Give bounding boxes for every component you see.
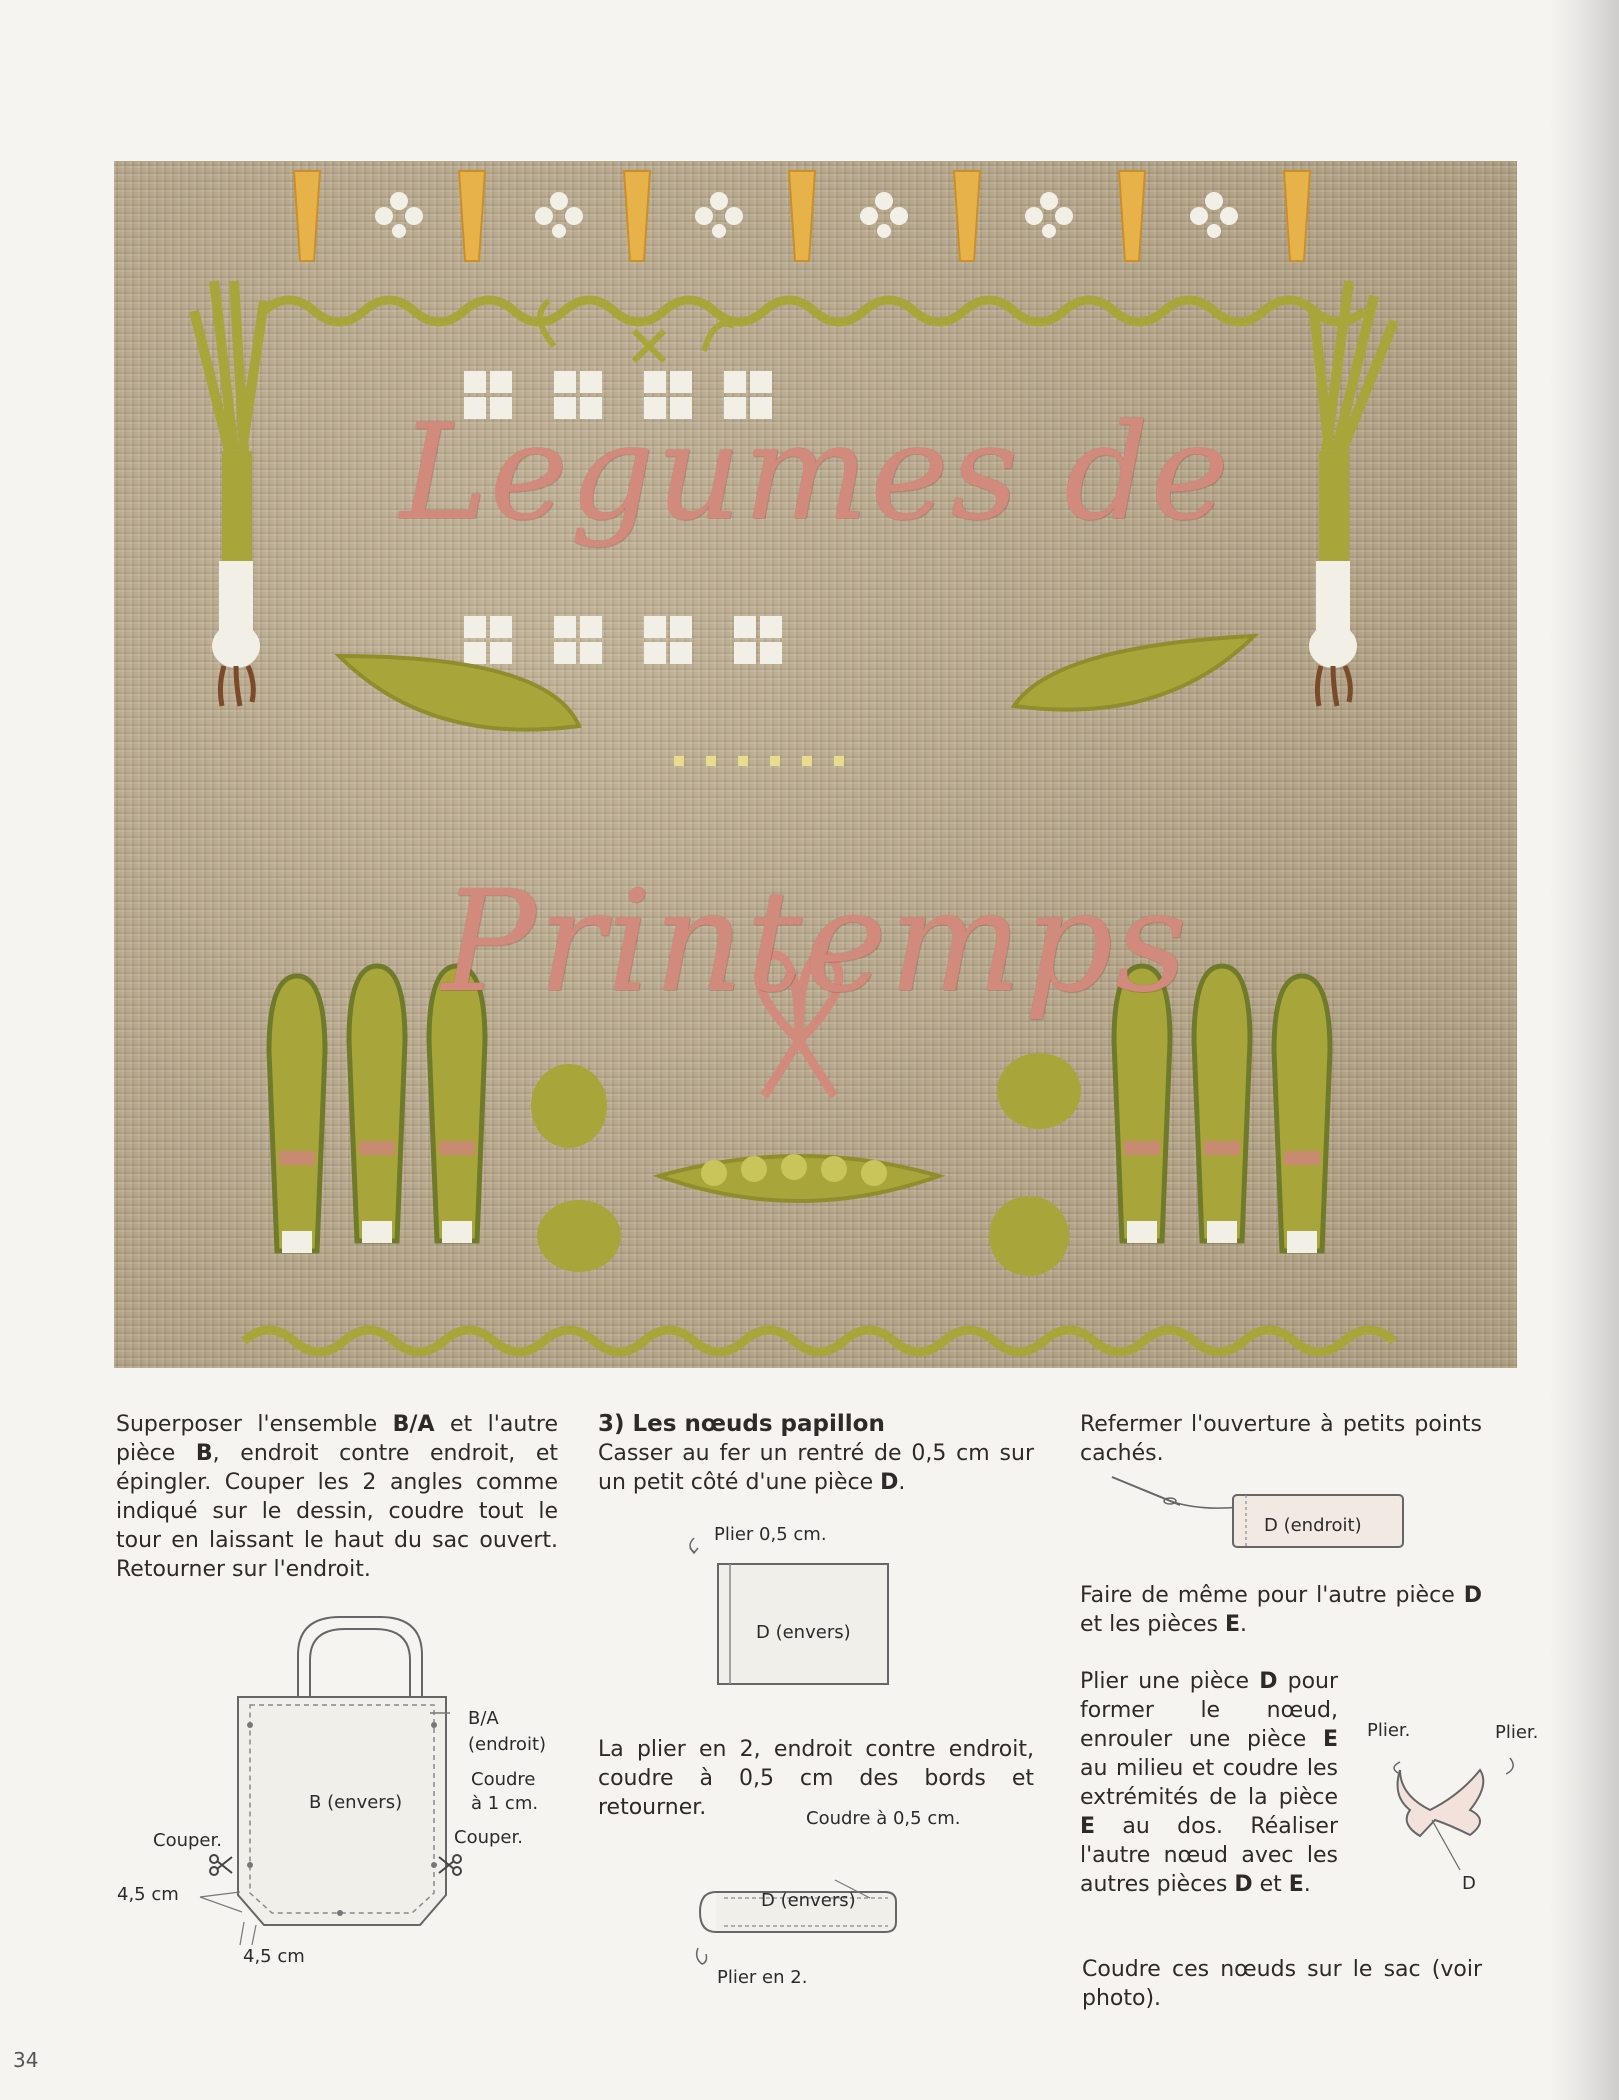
page-number: 34: [13, 2048, 39, 2072]
label-ba: B/A: [468, 1708, 499, 1729]
pea-pod-center: [659, 1154, 939, 1201]
col3-paragraph-4-wrap: [1082, 1955, 1482, 2013]
col3-paragraph-1: Refermer l'ouverture à petits points cachés.: [1080, 1412, 1482, 1466]
wavy-border-bottom: [244, 1330, 1394, 1352]
col1-paragraph: Superposer l'ensemble B/A et l'autre pièce B, endroit contre endroit, et épingler. Couper les 2 angles comme indiqué sur le dessin, coudre tout le tour en laissant le haut du sac ouvert. Retourner sur l'endroit.: [116, 1412, 558, 1582]
label-coudre-1cm: à 1 cm.: [471, 1793, 539, 1814]
label-d-envers-2: D (envers): [761, 1890, 856, 1911]
bag-handle: [310, 1629, 410, 1705]
bow-diagram: [1360, 1740, 1520, 1890]
needle-diagram: [1110, 1465, 1410, 1555]
label-couper-right: Couper.: [454, 1827, 523, 1848]
label-d-endroit: D (endroit): [1264, 1515, 1362, 1536]
label-endroit: (endroit): [468, 1734, 547, 1755]
column-3: [1080, 1410, 1482, 1468]
column-2: [598, 1410, 1034, 1497]
col3-paragraph-2-wrap: [1080, 1581, 1482, 1639]
label-plier-right: Plier.: [1495, 1722, 1539, 1743]
potato: [531, 1064, 607, 1148]
carrot-row-top: [294, 171, 1310, 261]
embroidery-photo: [114, 161, 1517, 1368]
potato: [997, 1053, 1081, 1129]
potato: [989, 1196, 1069, 1276]
label-coudre: Coudre: [471, 1769, 536, 1790]
label-4-5cm-left: 4,5 cm: [117, 1884, 179, 1905]
col2-paragraph-2: La plier en 2, endroit contre endroit, coudre à 0,5 cm des bords et retourner.: [598, 1737, 1034, 1820]
embroidered-title-line2: Printemps: [441, 861, 1190, 1024]
label-4-5cm-bottom: 4,5 cm: [243, 1946, 305, 1967]
col3-paragraph-4: Coudre ces nœuds sur le sac (voir photo).: [1082, 1957, 1482, 2011]
section-heading: 3) Les nœuds papillon: [598, 1411, 885, 1437]
label-plier-en-2: Plier en 2.: [717, 1967, 808, 1988]
page-edge-shadow: [1549, 0, 1619, 2100]
potato: [537, 1200, 621, 1272]
embroidery-motifs: [114, 161, 1517, 1368]
scissors-icon: [437, 1853, 463, 1879]
label-d-envers-1: D (envers): [756, 1622, 851, 1643]
piece-d-diagram-1: [680, 1536, 920, 1696]
label-couper-left: Couper.: [153, 1830, 222, 1851]
col3-paragraph-3-wrap: [1080, 1667, 1338, 1899]
pea-pod-left: [339, 656, 579, 730]
label-b-envers: B (envers): [309, 1792, 403, 1813]
col3-paragraph-2: Faire de même pour l'autre pièce D et les pièces E.: [1080, 1583, 1482, 1637]
col2-paragraph-1: Casser au fer un rentré de 0,5 cm sur un petit côté d'une pièce D.: [598, 1441, 1034, 1495]
pea-pod-right: [1014, 636, 1254, 710]
label-d: D: [1462, 1873, 1476, 1894]
column-1: [116, 1410, 558, 1584]
label-plier-0-5: Plier 0,5 cm.: [714, 1524, 827, 1545]
bag-handle: [298, 1617, 422, 1705]
embroidered-title-line1: Legumes de: [400, 396, 1231, 550]
label-plier-left: Plier.: [1367, 1720, 1411, 1741]
wavy-border-top: [264, 300, 1364, 322]
leader-lines: [180, 1850, 280, 1950]
col3-paragraph-3: Plier une pièce D pour former le nœud, enrouler une pièce E au milieu et coudre les extrémités de la pièce E au dos. Réaliser l'autre nœud avec les autres pièces D et E.: [1080, 1669, 1339, 1897]
label-coudre-0-5: Coudre à 0,5 cm.: [806, 1808, 961, 1829]
